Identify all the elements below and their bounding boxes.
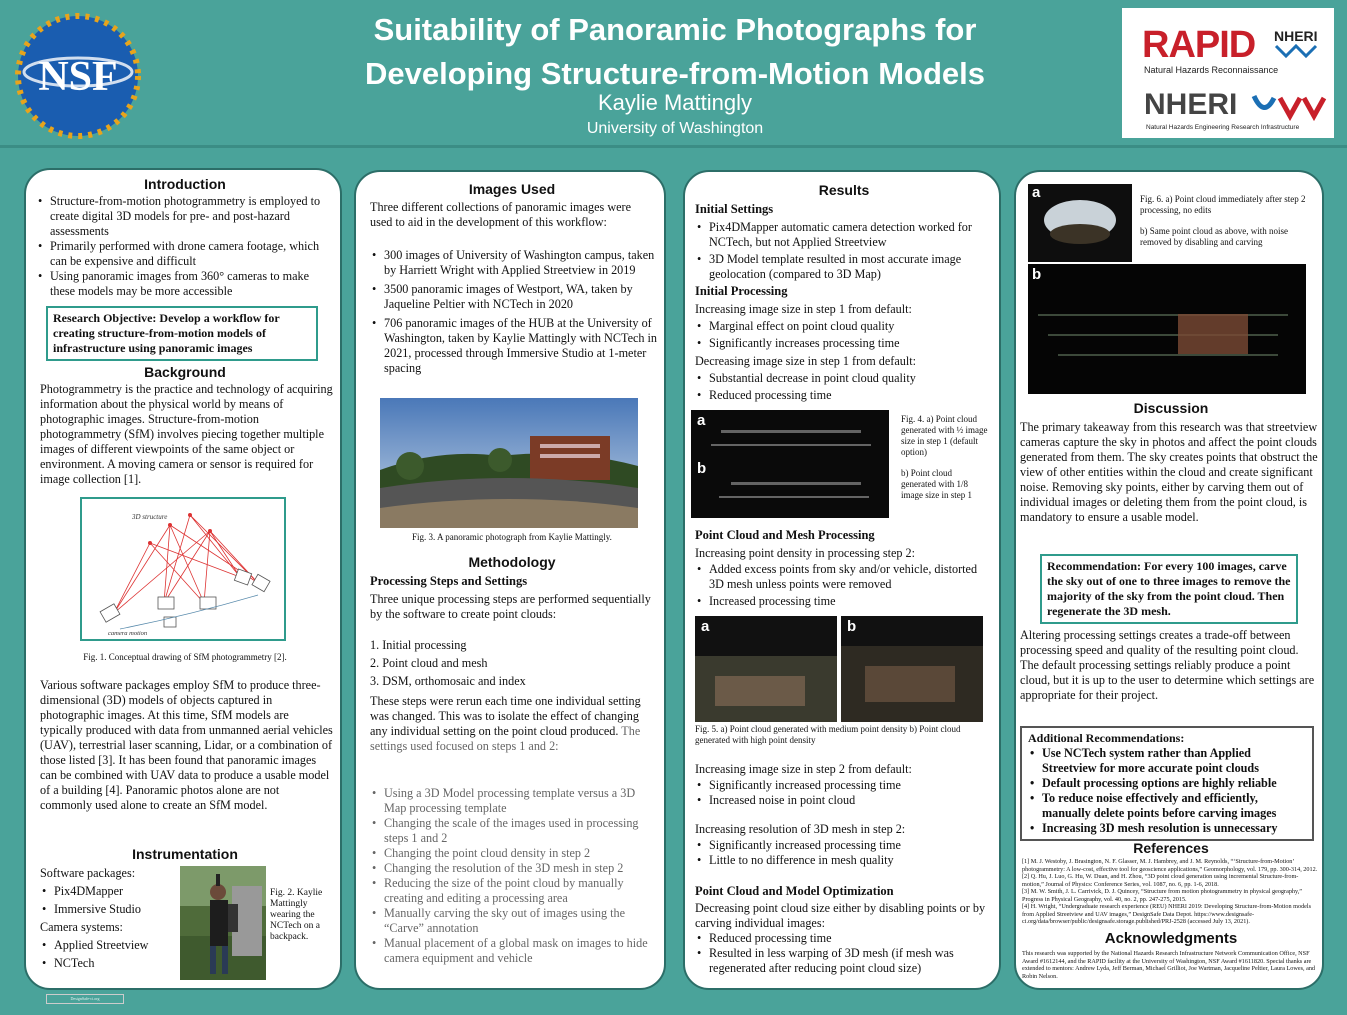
processing-steps-intro: Three unique processing steps are performed sequentially by the software to create point clouds: — [370, 592, 651, 621]
rapid-nheri-logo — [1122, 8, 1334, 138]
list-item: • Significantly increased processing time — [695, 838, 993, 853]
reference-item: [4] H. Wright, “Undergraduate research experience (REU) NHERI 2019: Developing Structure-from-Motion models from Applied Streetview and UAV images,” DesignSafe Data Depot. https://www.designsafe-ci.org/data/browser/public/designsafe.storage.published/PRJ-2528 (accessed July 13, 2021). — [1022, 903, 1312, 925]
processing-steps-list — [370, 638, 656, 689]
software-list — [40, 884, 180, 917]
density-list — [695, 562, 993, 609]
figure-6-label-b: b — [1032, 266, 1042, 283]
instrumentation-heading: Instrumentation — [132, 846, 238, 862]
references-list — [1022, 858, 1318, 926]
figure-3-caption: Fig. 3. A panoramic photograph from Kaylie Mattingly. — [412, 532, 612, 542]
figure-6b-point-cloud — [1028, 264, 1306, 394]
list-item: • Using panoramic images from 360° cameras to make these models may be more accessible — [36, 269, 334, 299]
density-label: Increasing point density in processing step 2: — [695, 546, 916, 560]
reference-item: [2] Q. Hu, J. Luo, G. Hu, W. Duan, and H. Zhou, “3D point cloud generation using incremental Structure-from-motion,” Journal of Physics: Conference Series, vol. 1087, no. 6, pp. 1-6, 2018. — [1022, 873, 1299, 888]
figure-6-label-a: a — [1032, 184, 1041, 201]
rerun-text: These steps were rerun each time one individual setting was changed. This was to isolate the effect of changing any individual setting on the point cloud produced. The settings used focused on steps 1 and 2: — [370, 694, 641, 753]
list-item: • Primarily performed with drone camera footage, which can be expensive and difficult — [36, 239, 334, 269]
list-item: • Significantly increased processing time — [695, 778, 993, 793]
figure-2-photo — [180, 866, 266, 980]
list-item: • 3500 panoramic images of Westport, WA, taken by Jaqueline Peltier with NCTech in 2020 — [370, 282, 658, 312]
nheri-logo-sub: Natural Hazards Engineering Research Infrastructure — [1146, 124, 1300, 131]
point-cloud-mesh-heading: Point Cloud and Mesh Processing — [695, 528, 875, 542]
figure-1-caption: Fig. 1. Conceptual drawing of SfM photogrammetry [2]. — [83, 652, 287, 662]
list-item: • Default processing options are highly reliable — [1028, 776, 1306, 791]
list-item: • Reducing the size of the point cloud by manually creating and editing a processing area — [370, 876, 658, 906]
list-item: • Changing the point cloud density in step 2 — [370, 846, 658, 861]
initial-settings-list — [695, 220, 993, 282]
author-name: Kaylie Mattingly — [597, 90, 753, 115]
figure-5-label-a: a — [701, 618, 710, 635]
column-introduction — [24, 168, 342, 990]
figure-6a-point-cloud — [1028, 184, 1132, 262]
mesh-resolution-list — [695, 838, 993, 868]
figure-5-point-clouds — [695, 616, 983, 722]
increase-size-label: Increasing image size in step 1 from default: — [695, 302, 912, 316]
poster-title — [250, 8, 1100, 96]
nheri-wave-icon — [1274, 44, 1324, 58]
list-item: • Immersive Studio — [40, 902, 180, 917]
point-cloud-image — [1028, 184, 1132, 262]
title-line-2: Developing Structure-from-Motion Models — [365, 56, 985, 91]
optimization-text: Decreasing point cloud size either by disabling points or by carving individual images: — [695, 901, 986, 930]
list-item: • Little to no difference in mesh quality — [695, 853, 993, 868]
reference-item: [3] M. W. Smith, J. L. Carrivick, D. J. Quincey, “Structure from motion photogrammetry in physical geography,” Progress in Physical Geography, vol. 40, no. 2, pp. 247-275, 2015. — [1022, 888, 1302, 903]
list-item: • Added excess points from sky and/or vehicle, distorted 3D mesh unless points were removed — [695, 562, 993, 592]
mesh-resolution-label: Increasing resolution of 3D mesh in step 2: — [695, 822, 906, 836]
software-label: Software packages: — [40, 866, 136, 880]
figure-4-point-clouds — [691, 410, 889, 518]
figure-6-caption: Fig. 6. a) Point cloud immediately after step 2 processing, no edits b) Same point cloud as above, with noise removed by disabling and carving — [1140, 194, 1306, 247]
figure-5-label-b: b — [847, 618, 857, 635]
column-discussion — [1014, 170, 1324, 990]
list-item: • Manual placement of a global mask on images to hide camera equipment and vehicle — [370, 936, 658, 966]
list-item: 3. DSM, orthomosaic and index — [370, 674, 526, 688]
decrease-size-label: Decreasing image size in step 1 from default: — [695, 354, 916, 368]
list-item: • Increased noise in point cloud — [695, 793, 993, 808]
research-objective-box: Research Objective: Develop a workflow for creating structure-from-motion models of infrastructure using panoramic images — [46, 306, 318, 361]
introduction-list — [36, 194, 334, 299]
methodology-heading: Methodology — [468, 554, 556, 570]
camera-label: Camera systems: — [40, 920, 123, 934]
list-item: • Reduced processing time — [695, 931, 993, 946]
list-item: • Changing the scale of the images used in processing steps 1 and 2 — [370, 816, 658, 846]
background-text: Photogrammetry is the practice and technology of acquiring information about the physical world by means of photographic images. Structure-from-motion photogrammetry (SfM) involves piecing together multiple images of different viewpoints of the same object or environment. A moving camera or sensor is required for image collection [1]. — [40, 382, 333, 486]
nsf-logo — [14, 12, 142, 140]
list-item: 2. Point cloud and mesh — [370, 656, 488, 670]
column-results — [683, 170, 1001, 990]
reference-item: [1] M. J. Westoby, J. Brasington, N. F. Glasser, M. J. Hambrey, and J. M. Reynolds, “‘Structure-from-Motion’ photogrammetry: A low-cost, effective tool for geoscience applications,” Geomorphology, vol. 179, pp. 300-314, 2012. — [1022, 858, 1318, 873]
list-item: • Reduced processing time — [695, 388, 993, 403]
step2-size-list — [695, 778, 993, 808]
settings-list — [370, 786, 658, 966]
nheri-logo-word: NHERI — [1144, 88, 1238, 121]
title-line-1: Suitability of Panoramic Photographs for — [373, 12, 977, 47]
acknowledgments-heading: Acknowledgments — [1104, 930, 1238, 947]
figure-4-label-b: b — [697, 460, 707, 477]
figure-3-panorama — [380, 398, 638, 528]
figure-4-label-a: a — [697, 412, 706, 429]
figure-2-caption: Fig. 2. Kaylie Mattingly wearing the NCTech on a backpack. — [270, 888, 323, 942]
additional-recommendations-heading: Additional Recommendations: — [1028, 731, 1185, 745]
list-item: • Increased processing time — [695, 594, 993, 609]
list-item: • Marginal effect on point cloud quality — [695, 319, 993, 334]
list-item: • Manually carving the sky out of images using the “Carve” annotation — [370, 906, 658, 936]
affiliation: University of Washington — [586, 120, 764, 137]
list-item: • Using a 3D Model processing template versus a 3D Map processing template — [370, 786, 658, 816]
column-images-methodology — [354, 170, 666, 990]
list-item: • NCTech — [40, 956, 180, 971]
images-used-intro: Three different collections of panoramic images were used to aid in the development of this workflow: — [370, 200, 632, 229]
additional-recommendations-list — [1028, 746, 1306, 836]
list-item: • Pix4DMapper — [40, 884, 180, 899]
svg-text:3D structure: 3D structure — [132, 513, 168, 521]
list-item: • Substantial decrease in point cloud quality — [695, 371, 993, 386]
processing-steps-heading: Processing Steps and Settings — [370, 574, 528, 588]
point-cloud-image — [691, 410, 889, 518]
acknowledgments-text: This research was supported by the National Hazards Research Infrastructure Network Communication Office, NSF Award #1612144, and the RAPID facility at the University of Washington, NSF Award #1611820. Special thanks are extended to mentors: Andrew Lyda, Jeff Berman, Michael Grilliot, Joe Wartman, Jacqueline Peltier, Laura Lowes, and Robin Nelson. — [1022, 950, 1316, 980]
initial-processing-heading: Initial Processing — [695, 284, 788, 298]
figure-4-caption: Fig. 4. a) Point cloud generated with ½ image size in step 1 (default option) b) Point cloud generated with 1/8 image size in step 1 — [901, 414, 988, 500]
rapid-logo-sub: Natural Hazards Reconnaissance — [1144, 65, 1279, 75]
images-used-heading: Images Used — [468, 181, 556, 197]
svg-text:camera motion: camera motion — [108, 630, 148, 637]
recommendation-box: Recommendation: For every 100 images, carve the sky out of one to three images to remove the majority of the sky from the point cloud. Then regenerate the 3D mesh. — [1040, 554, 1298, 624]
references-heading: References — [1133, 840, 1209, 856]
list-item: • Pix4DMapper automatic camera detection worked for NCTech, but not Applied Streetview — [695, 220, 993, 250]
list-item: • 300 images of University of Washington campus, taken by Harriett Wright with Applied Streetview in 2019 — [370, 248, 658, 278]
discussion-text: The primary takeaway from this research was that streetview cameras capture the sky in photos and affect the point clouds generated from them. The sky creates points that obstruct the view of other entities within the cloud and create significant noise. Removing sky points, either by carving them out of individual images or deleting them from the point cloud, is mandatory to ensure a usable model. — [1020, 420, 1318, 524]
figure-1-sfm-diagram — [80, 497, 286, 641]
point-cloud-image — [1028, 264, 1306, 394]
list-item: • To reduce noise effectively and efficiently, manually delete points before carving images — [1028, 791, 1306, 821]
step2-size-label: Increasing image size in step 2 from default: — [695, 762, 912, 776]
point-cloud-image — [695, 616, 983, 722]
image-collections-list — [370, 248, 658, 376]
optimization-list — [695, 931, 993, 976]
rapid-logo-word: RAPID — [1142, 24, 1256, 66]
svg-text:NSF: NSF — [38, 54, 118, 100]
list-item: • Significantly increases processing time — [695, 336, 993, 351]
list-item: • Changing the resolution of the 3D mesh in step 2 — [370, 861, 658, 876]
decrease-size-list — [695, 371, 993, 403]
poster-header — [0, 0, 1347, 148]
list-item: • Structure-from-motion photogrammetry is employed to create digital 3D models for pre- and post-hazard assessments — [36, 194, 334, 239]
designsafe-link[interactable]: DesignSafe-ci.org — [46, 994, 124, 1004]
list-item: • Applied Streetview — [40, 938, 180, 953]
initial-settings-heading: Initial Settings — [695, 202, 774, 216]
tradeoff-text: Altering processing settings creates a trade-off between processing speed and quality of the resulting point cloud. The default processing settings reliably produce a point cloud, but it is up to the user to determine which settings are appropriate for their project. — [1020, 628, 1315, 702]
rapid-logo-nheri: NHERI — [1274, 28, 1318, 44]
introduction-heading: Introduction — [144, 176, 226, 192]
camera-list — [40, 938, 180, 971]
additional-recommendations-box — [1020, 726, 1314, 841]
increase-size-list — [695, 319, 993, 351]
results-heading: Results — [818, 182, 870, 198]
optimization-heading: Point Cloud and Model Optimization — [695, 884, 894, 898]
list-item: • 3D Model template resulted in most accurate image geolocation (compared to 3D Map) — [695, 252, 993, 282]
discussion-heading: Discussion — [1133, 400, 1209, 416]
figure-5-caption: Fig. 5. a) Point cloud generated with medium point density b) Point cloud generated with high point density — [695, 724, 961, 745]
list-item: 1. Initial processing — [370, 638, 467, 652]
list-item: • 706 panoramic images of the HUB at the University of Washington, taken by Kaylie Mattingly with NCTech in 2021, processed through Immersive Studio at 1-meter spacing — [370, 316, 658, 376]
list-item: • Use NCTech system rather than Applied Streetview for more accurate point clouds — [1028, 746, 1306, 776]
nheri-logo-icon — [1250, 92, 1328, 122]
software-overview-text: Various software packages employ SfM to produce three-dimensional (3D) models of objects captured in photographic images. At this time, SfM models are typically produced with data from unmanned aerial vehicles (UAV), terrestrial laser scanning, Lidar, or a combination of those listed [3]. It has been found that panoramic images can be combined with UAV data to produce a usable model of a building [4]. Panoramic photos alone are not commonly used alone to create an SfM model. — [40, 678, 333, 812]
list-item: • Resulted in less warping of 3D mesh (if mesh was regenerated after reducing point cloud size) — [695, 946, 993, 976]
list-item: • Increasing 3D mesh resolution is unnecessary — [1028, 821, 1306, 836]
background-heading: Background — [144, 364, 226, 380]
